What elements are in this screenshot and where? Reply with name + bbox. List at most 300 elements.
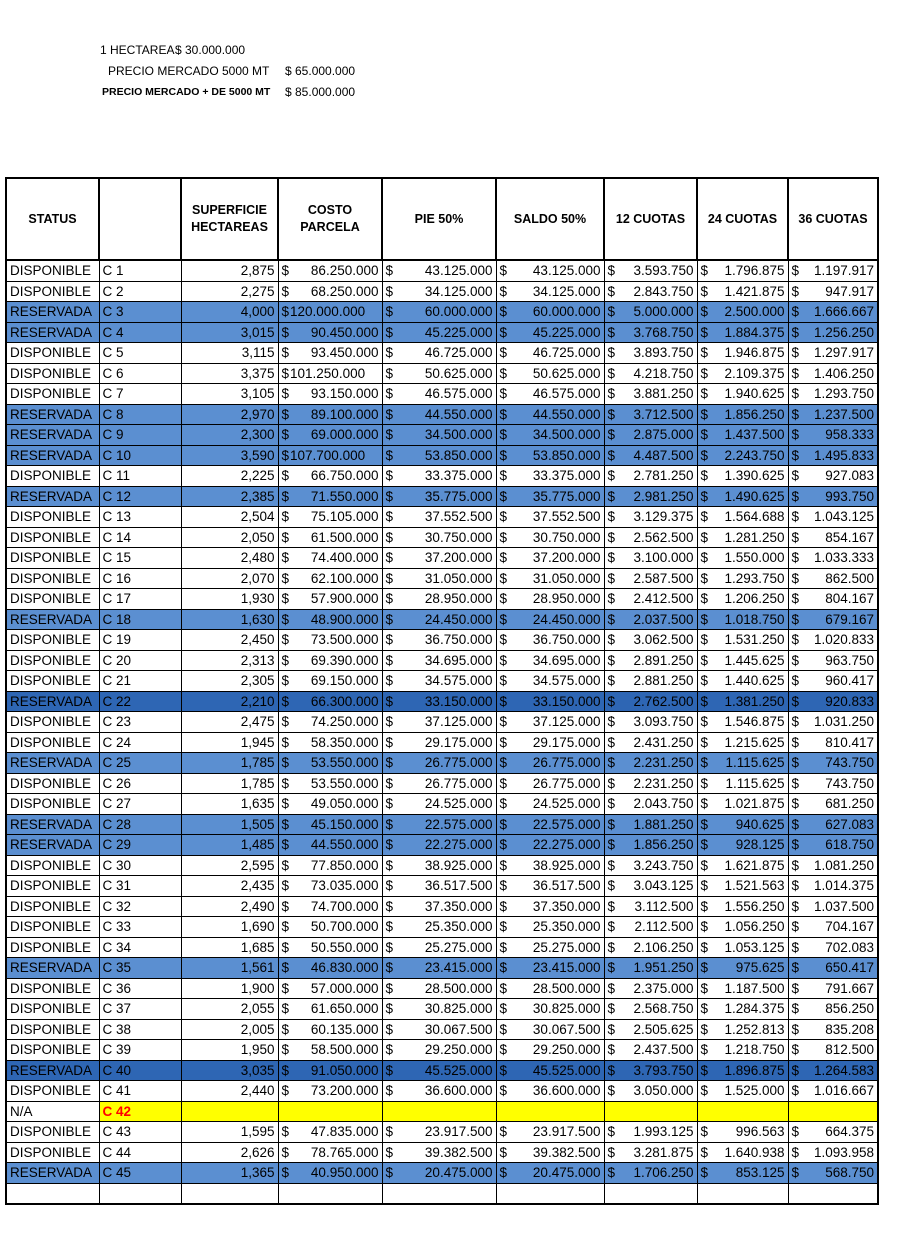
table-row	[6, 937, 878, 958]
cell-24-cuotas	[697, 1019, 788, 1040]
currency-sign: $	[281, 673, 290, 689]
currency-sign: $	[385, 529, 394, 545]
currency-sign: $	[607, 570, 616, 586]
amount: 45.525.000	[424, 1062, 493, 1078]
amount: 30.750.000	[424, 529, 493, 545]
amount: 57.000.000	[310, 980, 379, 996]
amount: 1.197.917	[813, 263, 874, 279]
cell-12-cuotas	[604, 753, 697, 774]
amount: 854.167	[825, 529, 874, 545]
cell-36-cuotas	[788, 609, 878, 630]
cell-parcel: C 38	[99, 1019, 181, 1040]
cell-24-cuotas	[697, 773, 788, 794]
cell-pie	[382, 343, 496, 364]
empty-cell	[278, 1183, 382, 1204]
table-row	[6, 404, 878, 425]
cell-status: DISPONIBLE	[6, 773, 99, 794]
currency-sign: $	[385, 898, 394, 914]
cell-24-cuotas	[697, 363, 788, 384]
currency-sign: $	[791, 857, 800, 873]
cell-status: DISPONIBLE	[6, 384, 99, 405]
amount: 3.112.500	[634, 898, 694, 914]
amount: 29.250.000	[532, 1042, 601, 1058]
cell-superficie: 2,275	[181, 281, 278, 302]
currency-sign: $	[791, 960, 800, 976]
cell-24-cuotas	[697, 302, 788, 323]
currency-sign: $	[499, 755, 508, 771]
cell-status: RESERVADA	[6, 958, 99, 979]
cell-36-cuotas	[788, 404, 878, 425]
cell-pie	[382, 1019, 496, 1040]
cell-saldo	[496, 855, 604, 876]
currency-sign: $	[791, 488, 800, 504]
currency-sign: $	[791, 427, 800, 443]
cell-pie	[382, 260, 496, 281]
amount: 62.100.000	[310, 570, 379, 586]
amount: 34.125.000	[424, 283, 493, 299]
table-row	[6, 691, 878, 712]
currency-sign: $	[385, 345, 394, 361]
cell-costo	[278, 568, 382, 589]
currency-sign: $	[607, 1124, 616, 1140]
cell-superficie: 2,210	[181, 691, 278, 712]
cell-pie	[382, 753, 496, 774]
cell-costo	[278, 917, 382, 938]
amount: 2.412.500	[633, 591, 694, 607]
cell-status: RESERVADA	[6, 425, 99, 446]
cell-saldo	[496, 712, 604, 733]
cell-saldo	[496, 1019, 604, 1040]
cell-costo	[278, 281, 382, 302]
cell-24-cuotas	[697, 794, 788, 815]
currency-sign: $	[281, 714, 290, 730]
currency-sign: $	[281, 919, 290, 935]
amount: 996.563	[735, 1124, 785, 1140]
currency-sign: $	[700, 427, 709, 443]
cell-12-cuotas	[604, 1081, 697, 1102]
amount: 33.375.000	[532, 468, 601, 484]
currency-sign: $	[791, 447, 800, 463]
cell-36-cuotas	[788, 425, 878, 446]
amount: 1.546.875	[724, 714, 785, 730]
amount: 3.881.250	[633, 386, 694, 402]
amount: 28.500.000	[532, 980, 601, 996]
currency-sign: $	[607, 509, 616, 525]
cell-status: RESERVADA	[6, 404, 99, 425]
amount: 20.475.000	[532, 1165, 601, 1181]
currency-sign: $	[700, 1124, 709, 1140]
currency-sign: $	[791, 386, 800, 402]
cell-costo	[278, 363, 382, 384]
cell-parcel: C 27	[99, 794, 181, 815]
cell-24-cuotas	[697, 507, 788, 528]
cell-24-cuotas	[697, 917, 788, 938]
cell-status: DISPONIBLE	[6, 855, 99, 876]
empty-cell	[181, 1183, 278, 1204]
cell-costo	[278, 855, 382, 876]
amount: 1.016.667	[813, 1083, 874, 1099]
cell-superficie: 1,505	[181, 814, 278, 835]
cell-status: DISPONIBLE	[6, 548, 99, 569]
amount: 48.900.000	[310, 611, 379, 627]
currency-sign: $	[281, 1062, 290, 1078]
cell-24-cuotas	[697, 978, 788, 999]
currency-sign: $	[791, 980, 800, 996]
amount: 28.950.000	[532, 591, 601, 607]
cell-pie	[382, 650, 496, 671]
cell-saldo	[496, 486, 604, 507]
cell-costo	[278, 650, 382, 671]
currency-sign: $	[281, 960, 290, 976]
currency-sign: $	[700, 386, 709, 402]
currency-sign: $	[281, 468, 290, 484]
amount: 37.552.500	[532, 509, 601, 525]
cell-12-cuotas	[604, 486, 697, 507]
currency-sign: $	[385, 632, 394, 648]
amount: 3.043.125	[633, 878, 694, 894]
currency-sign: $	[791, 591, 800, 607]
cell-24-cuotas	[697, 568, 788, 589]
header-costo: COSTO PARCELA	[278, 178, 382, 260]
currency-sign: $	[385, 796, 394, 812]
currency-sign: $	[499, 939, 508, 955]
cell-24-cuotas	[697, 589, 788, 610]
cell-36-cuotas	[788, 1122, 878, 1143]
amount: 22.575.000	[424, 816, 493, 832]
table-row	[6, 302, 878, 323]
cell-status: DISPONIBLE	[6, 507, 99, 528]
currency-sign: $	[700, 1042, 709, 1058]
cell-superficie: 1,950	[181, 1040, 278, 1061]
cell-status: DISPONIBLE	[6, 999, 99, 1020]
amount: 2.781.250	[633, 468, 694, 484]
currency-sign: $	[499, 529, 508, 545]
cell-superficie: 1,561	[181, 958, 278, 979]
cell-saldo	[496, 835, 604, 856]
cell-parcel: C 39	[99, 1040, 181, 1061]
amount: 22.275.000	[424, 837, 493, 853]
cell-pie	[382, 384, 496, 405]
cell-24-cuotas	[697, 322, 788, 343]
amount: 34.125.000	[532, 283, 601, 299]
cell-parcel: C 30	[99, 855, 181, 876]
cell-superficie: 2,450	[181, 630, 278, 651]
cell-saldo	[496, 917, 604, 938]
cell-status: DISPONIBLE	[6, 712, 99, 733]
amount: 702.083	[825, 939, 874, 955]
currency-sign: $	[499, 550, 508, 566]
amount: 30.825.000	[532, 1001, 601, 1017]
amount: 1.940.625	[724, 386, 785, 402]
currency-sign: $	[607, 775, 616, 791]
cell-pie	[382, 609, 496, 630]
cell-pie	[382, 671, 496, 692]
cell-parcel: C 21	[99, 671, 181, 692]
currency-sign: $	[700, 365, 709, 381]
amount: 43.125.000	[532, 263, 601, 279]
amount: 49.050.000	[310, 796, 379, 812]
currency-sign: $	[700, 1144, 709, 1160]
cell-status: DISPONIBLE	[6, 671, 99, 692]
cell-status: RESERVADA	[6, 486, 99, 507]
amount: 1.056.250	[724, 919, 785, 935]
cell-12-cuotas	[604, 671, 697, 692]
cell-status: RESERVADA	[6, 691, 99, 712]
cell-status: DISPONIBLE	[6, 1122, 99, 1143]
amount: 46.725.000	[424, 345, 493, 361]
currency-sign: $	[385, 1083, 394, 1099]
currency-sign: $	[791, 304, 800, 320]
currency-sign: $	[385, 1021, 394, 1037]
amount: 25.275.000	[424, 939, 493, 955]
cell-36-cuotas	[788, 260, 878, 281]
amount: 856.250	[825, 1001, 874, 1017]
cell-superficie: 2,875	[181, 260, 278, 281]
currency-sign: $	[607, 386, 616, 402]
amount: 24.525.000	[532, 796, 601, 812]
cell-24-cuotas	[697, 343, 788, 364]
cell-status: DISPONIBLE	[6, 1040, 99, 1061]
amount: 2.431.250	[633, 734, 694, 750]
cell-pie	[382, 835, 496, 856]
cell-24-cuotas	[697, 958, 788, 979]
amount: 57.900.000	[310, 591, 379, 607]
cell-pie	[382, 1142, 496, 1163]
cell-12-cuotas	[604, 855, 697, 876]
empty-cell	[697, 1183, 788, 1204]
currency-sign: $	[791, 509, 800, 525]
amount: 34.575.000	[424, 673, 493, 689]
currency-sign: $	[281, 509, 290, 525]
cell-24-cuotas	[697, 1101, 788, 1122]
cell-costo	[278, 773, 382, 794]
cell-24-cuotas	[697, 671, 788, 692]
currency-sign: $	[700, 632, 709, 648]
currency-sign: $	[791, 1001, 800, 1017]
currency-sign: $	[791, 1042, 800, 1058]
currency-sign: $	[791, 570, 800, 586]
currency-sign: $	[281, 1144, 290, 1160]
table-row	[6, 1081, 878, 1102]
currency-sign: $	[385, 857, 394, 873]
amount: 618.750	[825, 837, 874, 853]
amount: 1.264.583	[813, 1062, 874, 1078]
amount: 1.421.875	[724, 283, 785, 299]
cell-pie	[382, 978, 496, 999]
amount: 1.993.125	[633, 1124, 694, 1140]
amount: 804.167	[825, 591, 874, 607]
currency-sign: $	[791, 1062, 800, 1078]
amount: 37.200.000	[532, 550, 601, 566]
amount: 38.925.000	[532, 857, 601, 873]
amount: 2.375.000	[633, 980, 694, 996]
cell-24-cuotas	[697, 1081, 788, 1102]
cell-36-cuotas	[788, 507, 878, 528]
amount: 4.487.500	[633, 447, 694, 463]
cell-24-cuotas	[697, 609, 788, 630]
cell-superficie: 2,595	[181, 855, 278, 876]
cell-parcel: C 29	[99, 835, 181, 856]
currency-sign: $	[791, 919, 800, 935]
amount: 1.218.750	[724, 1042, 785, 1058]
amount: 78.765.000	[310, 1144, 379, 1160]
cell-12-cuotas	[604, 835, 697, 856]
cell-pie	[382, 630, 496, 651]
currency-sign: $	[791, 939, 800, 955]
cell-saldo	[496, 671, 604, 692]
amount: 26.775.000	[424, 775, 493, 791]
table-row	[6, 1163, 878, 1184]
cell-parcel: C 11	[99, 466, 181, 487]
currency-sign: $	[700, 611, 709, 627]
cell-status: RESERVADA	[6, 609, 99, 630]
currency-sign: $	[607, 898, 616, 914]
cell-costo	[278, 999, 382, 1020]
currency-sign: $	[281, 980, 290, 996]
currency-sign: $	[281, 1021, 290, 1037]
cell-parcel: C 42	[99, 1101, 181, 1122]
amount: 33.150.000	[532, 693, 601, 709]
amount: 3.062.500	[633, 632, 694, 648]
amount: 60.000.000	[424, 304, 493, 320]
cell-costo	[278, 876, 382, 897]
cell-saldo	[496, 814, 604, 835]
cell-24-cuotas	[697, 732, 788, 753]
cell-status: DISPONIBLE	[6, 1142, 99, 1163]
cell-pie	[382, 1040, 496, 1061]
currency-sign: $	[700, 550, 709, 566]
cell-status: DISPONIBLE	[6, 281, 99, 302]
amount: 568.750	[825, 1165, 874, 1181]
currency-sign: $	[499, 898, 508, 914]
table-header-row	[6, 178, 878, 260]
currency-sign: $	[700, 283, 709, 299]
currency-sign: $	[791, 632, 800, 648]
amount: 960.417	[825, 673, 874, 689]
cell-12-cuotas	[604, 712, 697, 733]
amount: 44.550.000	[532, 406, 601, 422]
currency-sign: $	[281, 1042, 290, 1058]
cell-parcel: C 12	[99, 486, 181, 507]
amount: 37.125.000	[424, 714, 493, 730]
amount: 1.021.875	[724, 796, 785, 812]
cell-36-cuotas	[788, 589, 878, 610]
currency-sign: $	[607, 427, 616, 443]
amount: 1.206.250	[724, 591, 785, 607]
amount: 46.830.000	[310, 960, 379, 976]
cell-status: RESERVADA	[6, 1060, 99, 1081]
currency-sign: $	[499, 365, 508, 381]
currency-sign: $	[499, 980, 508, 996]
currency-sign: $	[791, 878, 800, 894]
currency-sign: $	[499, 488, 508, 504]
currency-sign: $	[607, 1062, 616, 1078]
cell-parcel: C 8	[99, 404, 181, 425]
cell-superficie: 3,105	[181, 384, 278, 405]
cell-pie	[382, 527, 496, 548]
amount: 958.333	[825, 427, 874, 443]
cell-36-cuotas	[788, 1163, 878, 1184]
amount: 2.437.500	[633, 1042, 694, 1058]
amount: 40.950.000	[310, 1165, 379, 1181]
cell-status: DISPONIBLE	[6, 650, 99, 671]
amount: 810.417	[825, 734, 874, 750]
cell-36-cuotas	[788, 773, 878, 794]
currency-sign: $	[281, 283, 290, 299]
amount: 69.150.000	[310, 673, 379, 689]
cell-12-cuotas	[604, 363, 697, 384]
cell-36-cuotas	[788, 568, 878, 589]
cell-24-cuotas	[697, 630, 788, 651]
cell-24-cuotas	[697, 876, 788, 897]
table-row	[6, 589, 878, 610]
amount: 1.033.333	[813, 550, 874, 566]
cell-superficie: 1,595	[181, 1122, 278, 1143]
amount: 650.417	[825, 960, 874, 976]
cell-24-cuotas	[697, 281, 788, 302]
currency-sign: $	[607, 652, 616, 668]
currency-sign: $	[499, 693, 508, 709]
amount: 30.825.000	[424, 1001, 493, 1017]
cell-saldo	[496, 609, 604, 630]
cell-pie	[382, 855, 496, 876]
cell-saldo	[496, 937, 604, 958]
amount: 1.037.500	[813, 898, 874, 914]
cell-saldo	[496, 589, 604, 610]
amount: 1.946.875	[724, 345, 785, 361]
amount: 1.525.000	[724, 1083, 785, 1099]
amount: 36.517.500	[424, 878, 493, 894]
cell-pie	[382, 548, 496, 569]
cell-status: RESERVADA	[6, 322, 99, 343]
currency-sign: $	[499, 468, 508, 484]
table-row	[6, 835, 878, 856]
currency-sign: $	[607, 960, 616, 976]
cell-superficie: 2,055	[181, 999, 278, 1020]
currency-sign: $	[791, 529, 800, 545]
cell-12-cuotas	[604, 691, 697, 712]
cell-24-cuotas	[697, 1142, 788, 1163]
currency-sign: $	[499, 816, 508, 832]
cell-costo	[278, 1019, 382, 1040]
amount: 1.856.250	[633, 837, 694, 853]
currency-sign: $	[499, 1001, 508, 1017]
amount: 69.000.000	[310, 427, 379, 443]
amount: 1.018.750	[724, 611, 785, 627]
currency-sign: $	[791, 406, 800, 422]
cell-12-cuotas	[604, 322, 697, 343]
currency-sign: $	[499, 714, 508, 730]
cell-superficie: 1,930	[181, 589, 278, 610]
cell-pie	[382, 1060, 496, 1081]
cell-12-cuotas	[604, 343, 697, 364]
cell-costo	[278, 609, 382, 630]
currency-sign: $	[700, 1083, 709, 1099]
currency-sign: $	[281, 632, 290, 648]
amount: 2.043.750	[633, 796, 694, 812]
cell-12-cuotas	[604, 548, 697, 569]
currency-sign: $	[499, 509, 508, 525]
cell-36-cuotas	[788, 978, 878, 999]
currency-sign: $	[607, 447, 616, 463]
cell-12-cuotas	[604, 404, 697, 425]
amount: 975.625	[735, 960, 785, 976]
cell-costo	[278, 896, 382, 917]
currency-sign: $	[281, 898, 290, 914]
amount: 812.500	[825, 1042, 874, 1058]
cell-36-cuotas	[788, 630, 878, 651]
header-saldo: SALDO 50%	[496, 178, 604, 260]
